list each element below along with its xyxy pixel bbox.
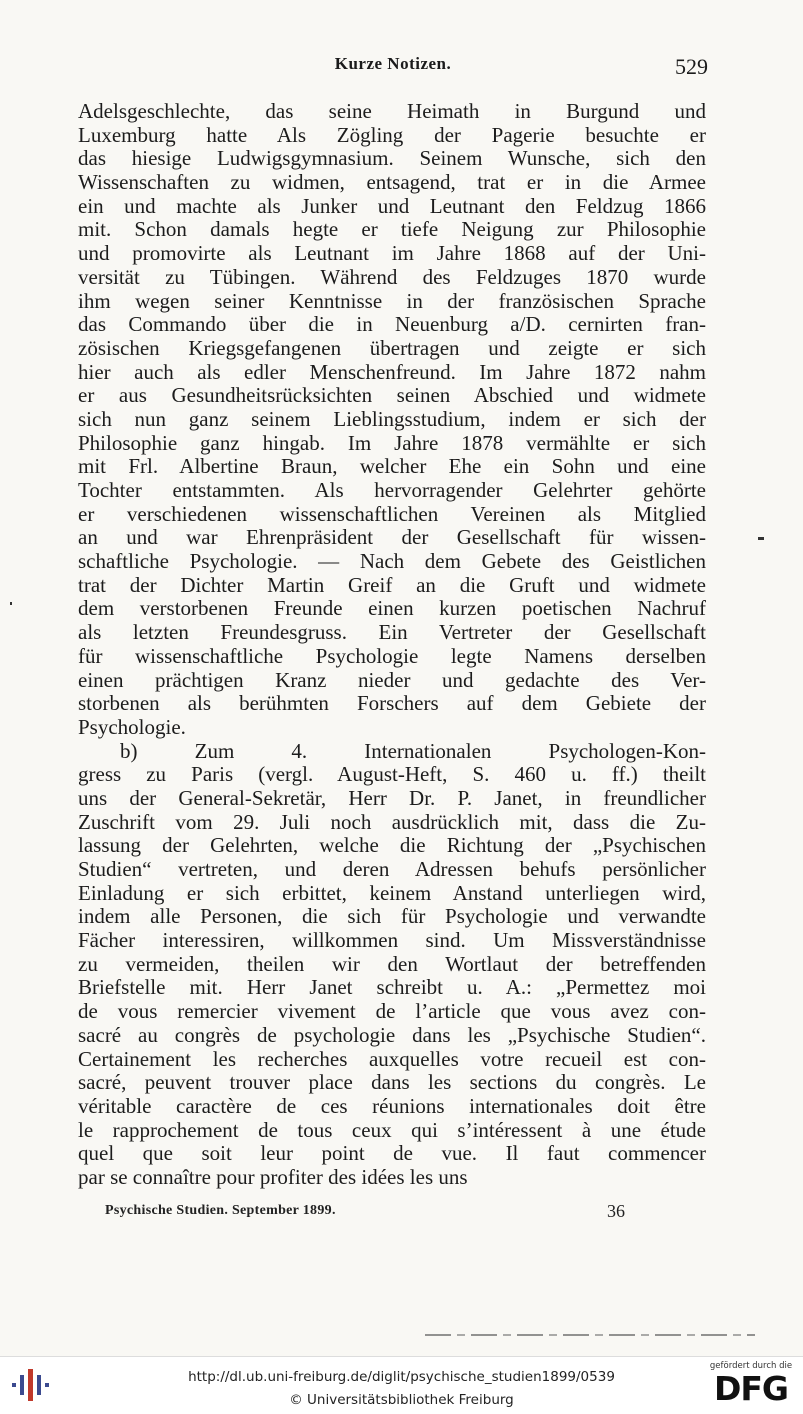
text-line: zösischen Kriegsgefangenen übertragen und zeigte er sich	[78, 335, 706, 360]
text-line: Psychologie.	[78, 714, 186, 739]
text-line: an und war Ehrenpräsident der Gesellschaft für wissen-	[78, 525, 706, 550]
text-line: Tochter entstammten. Als hervorragender Gelehrter gehörte	[78, 478, 706, 502]
text-line: als letzten Freundesgruss. Ein Vertreter der Gesellschaft	[78, 620, 706, 645]
text-line: schaftliche Psychologie. — Nach dem Gebete des Geistlichen	[78, 549, 706, 574]
text-line: er aus Gesundheitsrücksichten seinen Abschied und widmete	[78, 383, 706, 408]
page-footer	[105, 1201, 625, 1223]
text-line: trat der Dichter Martin Greif an die Gruft und widmete	[78, 572, 706, 597]
text-line: quel que soit leur point de vue. Il faut commencer	[78, 1141, 706, 1166]
body-text	[78, 100, 706, 1190]
text-line: de vous remercier vivement de l’article que vous avez con-	[78, 999, 706, 1024]
scan-artifact-rule	[425, 1334, 755, 1336]
page-number: 529	[675, 54, 708, 79]
text-line: Certainement les recherches auxquelles votre recueil est con-	[78, 1046, 706, 1071]
text-line: das Commando über die in Neuenburg a/D. cernirten fran-	[78, 312, 706, 337]
text-line: véritable caractère de ces réunions internationales doit être	[78, 1093, 706, 1118]
text-line: b) Zum 4. Internationalen Psychologen-Kon-	[120, 738, 706, 763]
funding-caption: gefördert durch die	[709, 1361, 793, 1371]
running-head-title: Kurze Notizen.	[334, 54, 452, 73]
document-url[interactable]: http://dl.ub.uni-freiburg.de/diglit/psychische_studien1899/0539	[188, 1369, 615, 1385]
text-line: hier auch als edler Menschenfreund. Im Jahre 1872 nahm	[78, 359, 706, 384]
text-line: Fächer interessiren, willkommen sind. Um Missverständnisse	[78, 928, 706, 953]
text-line: gress zu Paris (vergl. August-Heft, S. 460 u. ff.) theilt	[78, 762, 706, 787]
text-line: Philosophie ganz hingab. Im Jahre 1878 vermählte er sich	[78, 430, 706, 455]
margin-mark	[10, 602, 12, 605]
dfg-logo-text: DFG	[713, 1369, 789, 1408]
text-line: mit Frl. Albertine Braun, welcher Ehe ein Sohn und eine	[78, 454, 706, 479]
text-line: Zuschrift vom 29. Juli noch ausdrücklich mit, dass die Zu-	[78, 809, 706, 834]
text-line: Wissenschaften zu widmen, entsagend, trat er in die Armee	[78, 170, 706, 195]
text-line: sacré, peuvent trouver place dans les sections du congrès. Le	[78, 1070, 706, 1095]
text-line: er verschiedenen wissenschaftlichen Vereinen als Mitglied	[78, 501, 706, 526]
text-line: indem alle Personen, die sich für Psychologie und verwandte	[78, 904, 706, 929]
text-line: Luxemburg hatte Als Zögling der Pagerie besuchte er	[78, 122, 706, 147]
text-line: für wissenschaftliche Psychologie legte Namens derselben	[78, 643, 706, 668]
text-line: storbenen als berühmten Forschers auf dem Gebiete der	[78, 691, 706, 716]
text-line: sacré au congrès de psychologie dans les „Psychische Studien“.	[78, 1022, 706, 1047]
text-line: das hiesige Ludwigsgymnasium. Seinem Wunsche, sich den	[78, 146, 706, 171]
text-line: sich nun ganz seinem Lieblingsstudium, indem er sich der	[78, 406, 706, 431]
text-line: uns der General-Sekretär, Herr Dr. P. Janet, in freundlicher	[78, 785, 706, 810]
copyright-notice: © Universitätsbibliothek Freiburg	[289, 1392, 514, 1408]
text-line: versität zu Tübingen. Während des Feldzuges 1870 wurde	[78, 264, 706, 289]
text-line: mit. Schon damals hegte er tiefe Neigung zur Philosophie	[78, 217, 706, 242]
text-line: Studien“ vertreten, und deren Adressen behufs persönlicher	[78, 857, 706, 881]
viewer-footer-bar	[0, 1356, 803, 1414]
sheet-signature: 36	[607, 1201, 625, 1221]
running-head	[78, 54, 708, 84]
text-line: ein und machte als Junker und Leutnant den Feldzug 1866	[78, 193, 706, 218]
text-line: le rapprochement de tous ceux qui s’intéressent à une étude	[78, 1117, 706, 1142]
dfg-funding-logo[interactable]	[707, 1361, 795, 1411]
text-line: Einladung er sich erbittet, keinem Anstand unterliegen wird,	[78, 880, 706, 905]
text-line: lassung der Gelehrten, welche die Richtung der „Psychischen	[78, 833, 706, 858]
text-line: ihm wegen seiner Kenntnisse in der französischen Sprache	[78, 288, 706, 313]
text-line: Adelsgeschlechte, das seine Heimath in Burgund und	[78, 99, 706, 123]
text-line: zu vermeiden, theilen wir den Wortlaut der betreffenden	[78, 951, 706, 976]
text-line: einen prächtigen Kranz nieder und gedachte des Ver-	[78, 667, 706, 692]
text-line: Briefstelle mit. Herr Janet schreibt u. A.: „Permettez moi	[78, 975, 706, 1000]
text-line: und promovirte als Leutnant im Jahre 1868 auf der Uni-	[78, 241, 706, 266]
margin-mark	[758, 537, 764, 540]
journal-signature-line: Psychische Studien. September 1899.	[105, 1203, 336, 1218]
text-line: dem verstorbenen Freunde einen kurzen poetischen Nachruf	[78, 596, 706, 621]
text-line: par se connaître pour profiter des idées les uns	[78, 1164, 468, 1189]
